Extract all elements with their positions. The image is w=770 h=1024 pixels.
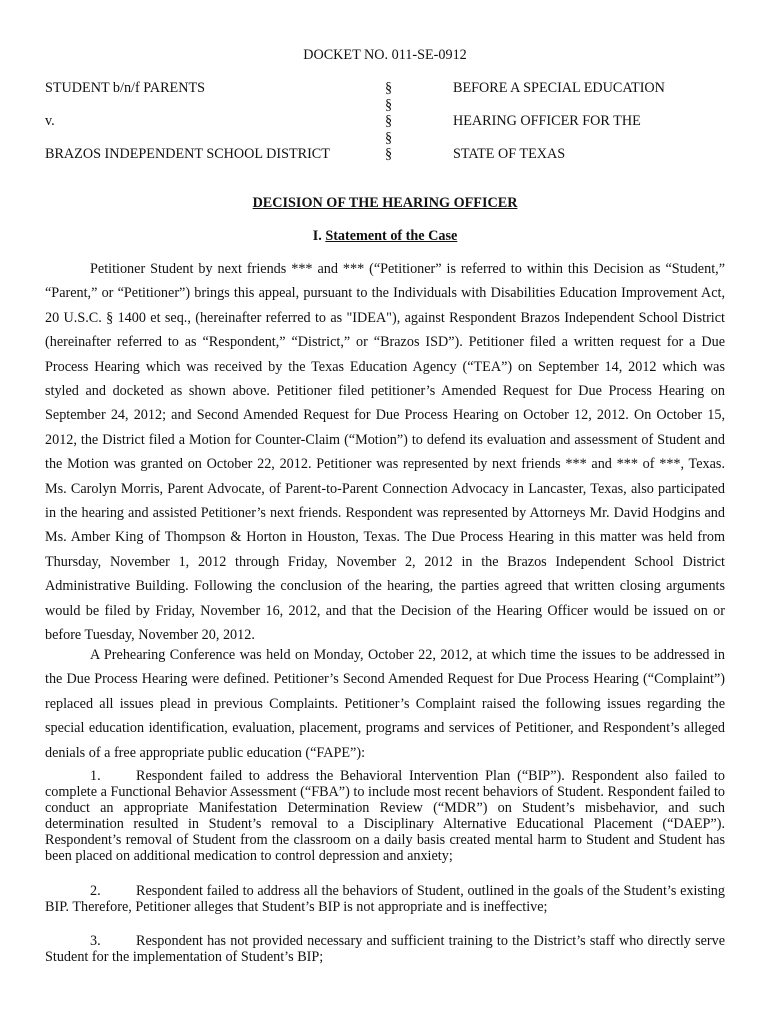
caption-party: BRAZOS INDEPENDENT SCHOOL DISTRICT bbox=[45, 146, 330, 162]
section-symbol: § bbox=[385, 146, 393, 162]
issue-item bbox=[45, 933, 725, 965]
caption-tribunal: BEFORE A SPECIAL EDUCATION bbox=[453, 80, 665, 96]
decision-title: DECISION OF THE HEARING OFFICER bbox=[252, 195, 518, 211]
docket-number: DOCKET NO. 011-SE-0912 bbox=[303, 47, 467, 63]
issue-number: 1. bbox=[90, 768, 101, 784]
section-symbol: § bbox=[385, 130, 393, 146]
issue-number: 3. bbox=[90, 933, 101, 949]
caption-party: v. bbox=[45, 113, 55, 129]
issue-item bbox=[45, 883, 725, 915]
statement-paragraph: Petitioner Student by next friends *** and *** (“Petitioner” is referred to within this Decision as “Student,” “Parent,” or “Petitioner”) brings this appeal, pursuant to the Individuals with Disabilities Education Improvement Act, 20 U.S.C. § 1400 et seq., (hereinafter referred to as "IDEA"), against Respondent Brazos Independent School District (hereinafter referred to as “Respondent,” “District,” or “Brazos ISD”). Petitioner filed a written request for a Due Process Hearing which was received by the Texas Education Agency (“TEA”) on September 14, 2012 which was styled and docketed as shown above. Petitioner filed petitioner’s Amended Request for Due Process Hearing on September 24, 2012; and Second Amended Request for Due Process Hearing on October 12, 2012. On October 15, 2012, the District filed a Motion for Counter-Claim (“Motion”) to defend its evaluation and assessment of Student and the Motion was granted on October 22, 2012. Petitioner was represented by next friends *** and *** of ***, Texas. Ms. Carolyn Morris, Parent Advocate, of Parent-to-Parent Connection Advocacy in Lancaster, Texas, also participated in the hearing and assisted Petitioner’s next friends. Respondent was represented by Attorneys Mr. David Hodgins and Ms. Amber King of Thompson & Horton in Houston, Texas. The Due Process Hearing in this matter was held from Thursday, November 1, 2012 through Friday, November 2, 2012 in the Brazos Independent School District Administrative Building. Following the conclusion of the hearing, the parties agreed that written closing arguments would be filed by Friday, November 16, 2012, and that the Decision of the Hearing Officer would be issued on or before Tuesday, November 20, 2012. bbox=[45, 261, 725, 644]
caption-tribunal: STATE OF TEXAS bbox=[453, 146, 566, 162]
issue-text: Respondent has not provided necessary and sufficient training to the District’s staff who directly serve Student for the implementation of Student’s BIP; bbox=[45, 933, 725, 965]
caption-row bbox=[0, 113, 770, 131]
caption-row bbox=[0, 146, 770, 164]
caption-row bbox=[0, 80, 770, 98]
caption-tribunal: HEARING OFFICER FOR THE bbox=[453, 113, 641, 129]
section-symbol: § bbox=[385, 97, 393, 113]
issue-number: 2. bbox=[90, 883, 101, 899]
section-symbol: § bbox=[385, 113, 393, 129]
issue-text: Respondent failed to address all the behaviors of Student, outlined in the goals of the Student’s existing BIP. Therefore, Petitioner alleges that Student’s BIP is not appropriate and is ineffective; bbox=[45, 883, 725, 915]
section-heading bbox=[0, 228, 770, 245]
caption-party: STUDENT b/n/f PARENTS bbox=[45, 80, 206, 96]
section-number: I. bbox=[312, 228, 322, 244]
issue-text: Respondent failed to address the Behavioral Intervention Plan (“BIP”). Respondent also failed to complete a Functional Behavior Assessment (“FBA”) to include most recent behaviors of Student. Respondent failed to conduct an appropriate Manifestation Determination Review (“MDR”) on Student’s misbehavior, and such determination resulted in Student’s removal to a Disciplinary Alternative Educational Placement (“DAEP”). Respondent’s removal of Student from the classroom on a daily basis created mental harm to Student and Student has been placed on additional medication to control depression and anxiety; bbox=[45, 768, 725, 864]
section-symbol: § bbox=[385, 80, 393, 96]
issue-item bbox=[45, 768, 725, 864]
prehearing-paragraph: A Prehearing Conference was held on Monday, October 22, 2012, at which time the issues to be addressed in the Due Process Hearing were defined. Petitioner’s Second Amended Request for Due Process Hearing (“Complaint”) replaced all issues plead in previous Complaints. Petitioner’s Complaint raised the following issues regarding the special education identification, evaluation, placement, programs and services of Petitioner, and Respondent’s alleged denials of a free appropriate public education (“FAPE”): bbox=[45, 647, 725, 761]
section-title: Statement of the Case bbox=[325, 228, 458, 244]
